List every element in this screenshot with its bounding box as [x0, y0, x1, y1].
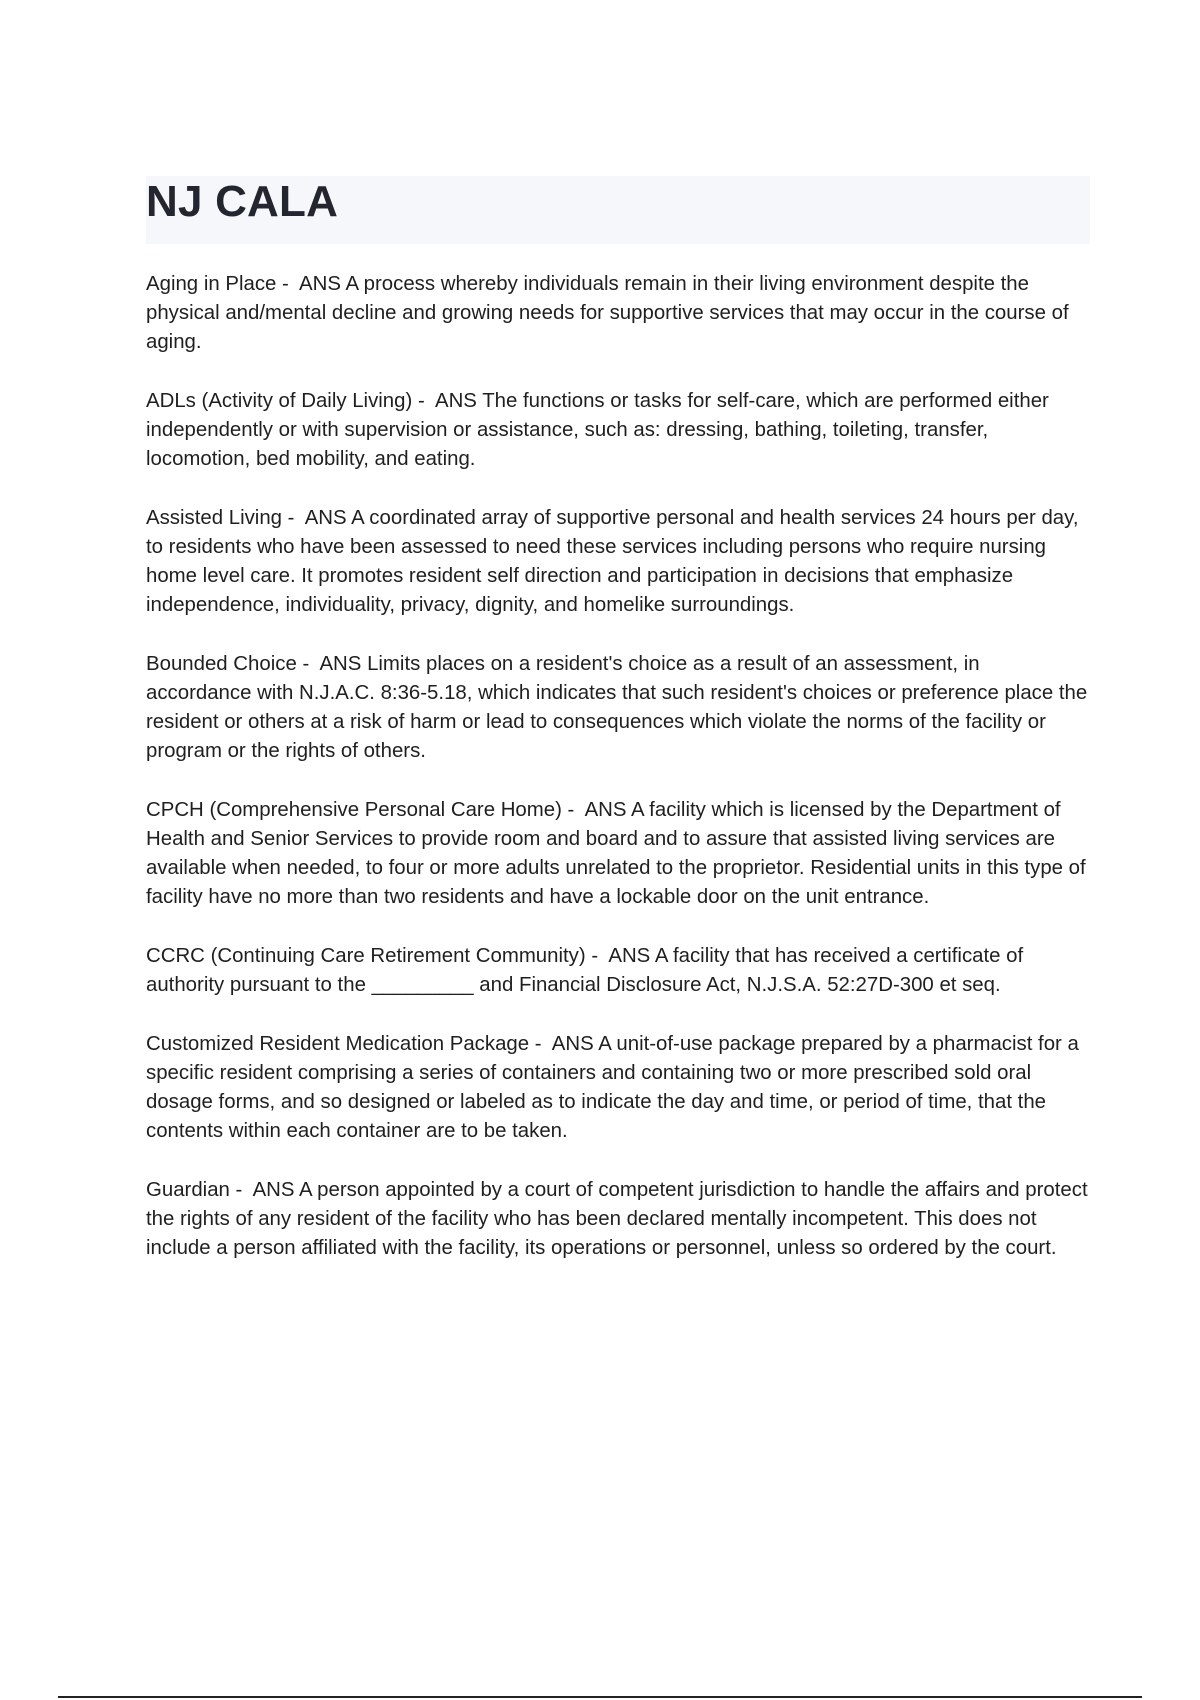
glossary-entry: Guardian - ANS A person appointed by a court of competent jurisdiction to handle the affairs and protect the rights of any resident of the facility who has been declared mentally incompetent. This does not include a person affiliated with the facility, its operations or personnel, unless so ordered by the court. [146, 1179, 1088, 1259]
glossary-entry: ADLs (Activity of Daily Living) - ANS The functions or tasks for self-care, which are performed either independently or with supervision or assistance, such as: dressing, bathing, toileting, transfer, locomotion, bed mobility, and eating. [146, 390, 1049, 470]
entry-answer-label: ANS [252, 1179, 295, 1201]
entry-definition: A facility which is licensed by the Department of Health and Senior Services to provide room and board and to assure that assisted living services are available when needed, to four or more adults unrelated to the proprietor. Residential units in this type of facility have no more than two residents and have a lockable door on the unit entrance. [146, 799, 1086, 908]
glossary-entry: Aging in Place - ANS A process whereby individuals remain in their living environment despite the physical and/mental decline and growing needs for supportive services that may occur in the course of aging. [146, 273, 1069, 353]
entry-definition: A unit-of-use package prepared by a pharmacist for a specific resident comprising a series of containers and containing two or more prescribed sold oral dosage forms, and so designed or labeled as to indicate the day and time, or period of time, that the contents within each container are to be taken. [146, 1033, 1079, 1142]
glossary-entry: Bounded Choice - ANS Limits places on a resident's choice as a result of an assessment, in accordance with N.J.A.C. 8:36-5.18, which indicates that such resident's choices or preference place the resident or others at a risk of harm or lead to consequences which violate the norms of the facility or program or the rights of others. [146, 653, 1088, 762]
footer-divider [58, 1696, 1142, 1698]
entry-term: Guardian [146, 1179, 230, 1201]
entry-answer-label: ANS [584, 799, 627, 821]
entry-term: ADLs (Activity of Daily Living) [146, 390, 413, 412]
entry-answer-label: ANS [304, 507, 347, 529]
entry-definition: Limits places on a resident's choice as a result of an assessment, in accordance with N.J.A.C. 8:36-5.18, which indicates that such resident's choices or preference place the resident or others at a risk of harm or lead to consequences which violate the norms of the facility or program or the rights of others. [146, 653, 1088, 762]
entry-answer-label: ANS [299, 273, 341, 295]
entry-term: Customized Resident Medication Package [146, 1033, 530, 1055]
entry-answer-label: ANS [319, 653, 362, 675]
entry-definition: A facility that has received a certificate of authority pursuant to the _________ and Financial Disclosure Act, N.J.S.A. 52:27D-300 et seq. [146, 945, 1024, 996]
entry-answer-label: ANS [551, 1033, 594, 1055]
entry-definition: A person appointed by a court of competent jurisdiction to handle the affairs and protect the rights of any resident of the facility who has been declared mentally incompetent. This does not include a person affiliated with the facility, its operations or personnel, unless so ordered by the court. [146, 1179, 1088, 1259]
entry-answer-label: ANS [434, 390, 477, 412]
entry-definition: The functions or tasks for self-care, which are performed either independently or with supervision or assistance, such as: dressing, bathing, toileting, transfer, locomotion, bed mobility, and eating. [146, 390, 1049, 470]
glossary-entry: Customized Resident Medication Package - ANS A unit-of-use package prepared by a pharmacist for a specific resident comprising a series of containers and containing two or more prescribed sold oral dosage forms, and so designed or labeled as to indicate the day and time, or period of time, that the contents within each container are to be taken. [146, 1033, 1079, 1142]
entry-answer-label: ANS [608, 945, 651, 967]
glossary-entry: Assisted Living - ANS A coordinated array of supportive personal and health services 24 hours per day, to residents who have been assessed to need these services including persons who require nursing home level care. It promotes resident self direction and participation in decisions that emphasize independence, individuality, privacy, dignity, and homelike surroundings. [146, 507, 1079, 616]
entry-term: Bounded Choice [146, 653, 297, 675]
entry-term: Aging in Place [146, 273, 277, 295]
entry-term: CCRC (Continuing Care Retirement Community) [146, 945, 586, 967]
title-band [146, 176, 1090, 244]
glossary-list [146, 270, 1090, 1293]
entry-definition: A process whereby individuals remain in their living environment despite the physical and/mental decline and growing needs for supportive services that may occur in the course of aging. [146, 273, 1069, 353]
glossary-entry: CCRC (Continuing Care Retirement Community) - ANS A facility that has received a certificate of authority pursuant to the _________ and Financial Disclosure Act, N.J.S.A. 52:27D-300 et seq. [146, 945, 1024, 996]
entry-term: Assisted Living [146, 507, 283, 529]
document-title: NJ CALA [146, 177, 339, 226]
entry-definition: A coordinated array of supportive personal and health services 24 hours per day, to residents who have been assessed to need these services including persons who require nursing home level care. It promotes resident self direction and participation in decisions that emphasize independence, individuality, privacy, dignity, and homelike surroundings. [146, 507, 1079, 616]
entry-term: CPCH (Comprehensive Personal Care Home) [146, 799, 562, 821]
glossary-entry: CPCH (Comprehensive Personal Care Home) - ANS A facility which is licensed by the Department of Health and Senior Services to provide room and board and to assure that assisted living services are available when needed, to four or more adults unrelated to the proprietor. Residential units in this type of facility have no more than two residents and have a lockable door on the unit entrance. [146, 799, 1086, 908]
